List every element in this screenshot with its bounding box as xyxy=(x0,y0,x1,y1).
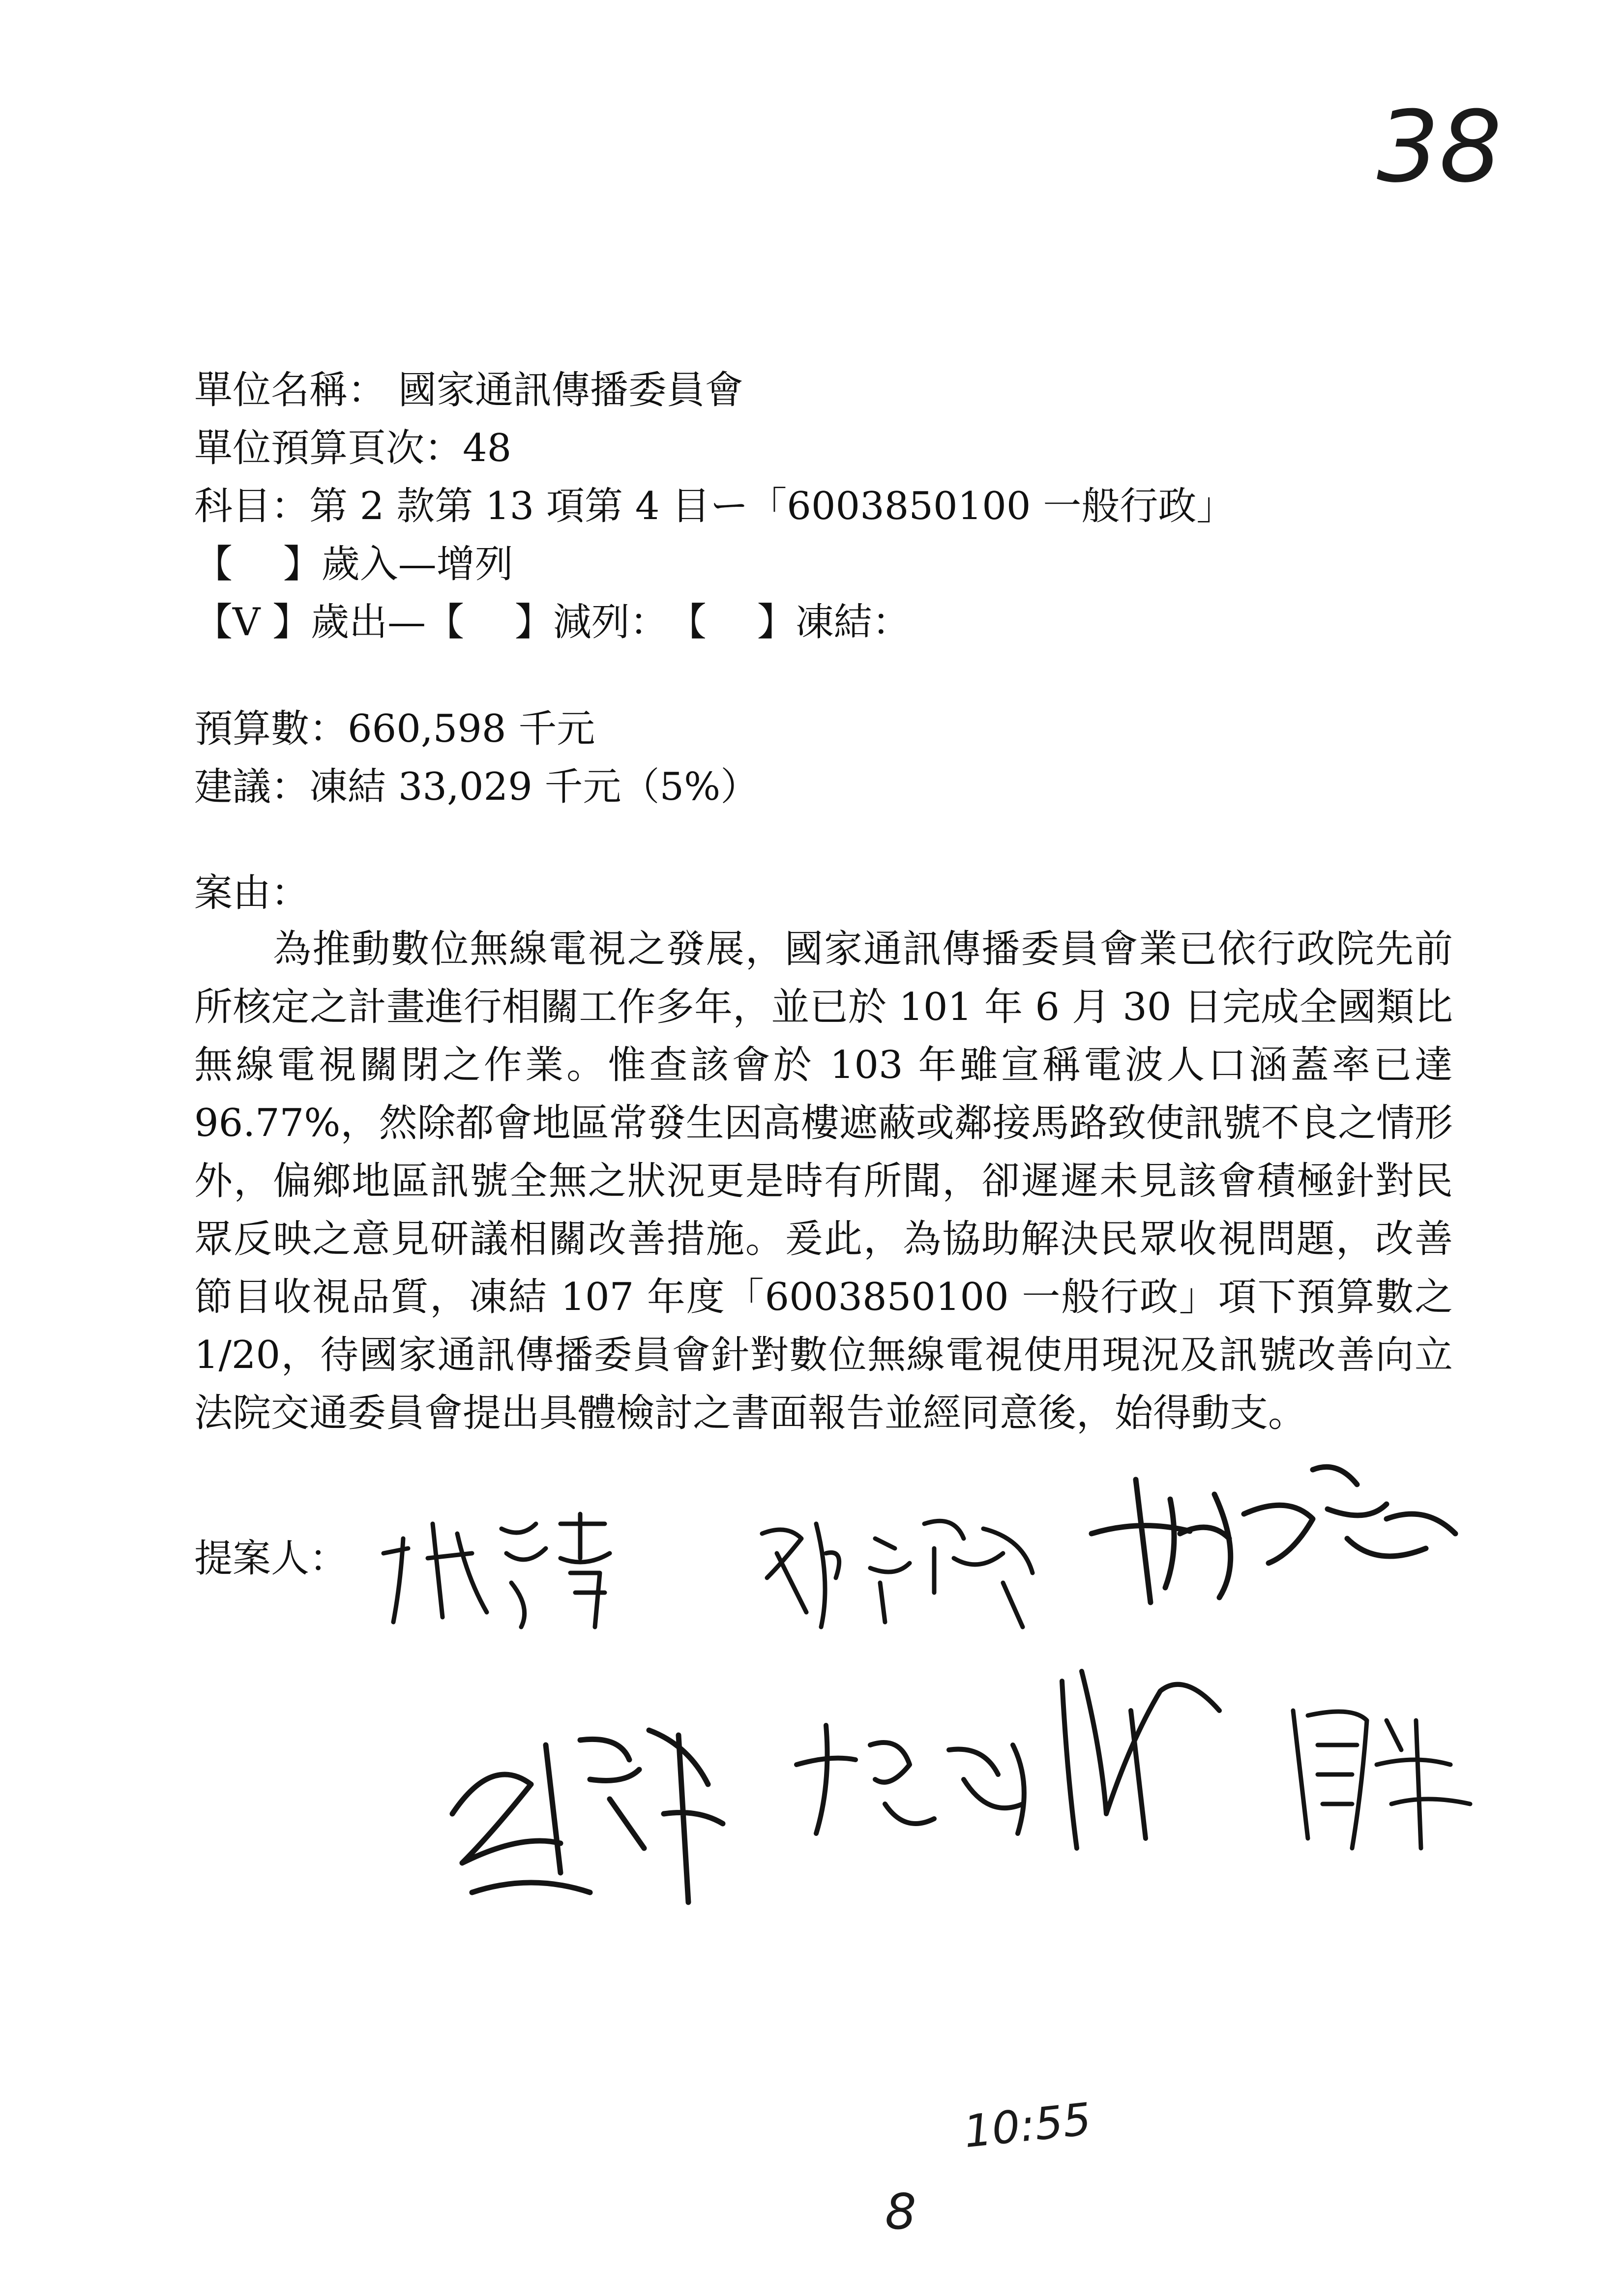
signature-1 xyxy=(374,1494,629,1642)
signature-7 xyxy=(1278,1691,1485,1858)
signature-6 xyxy=(1033,1652,1239,1858)
expenditure-line: 【V 】歲出—【 】減列： 【 】凍結： xyxy=(194,600,911,644)
budget-page: 單位預算頁次：48 xyxy=(194,426,512,470)
signature-5 xyxy=(787,1706,1052,1853)
proposer-label: 提案人： xyxy=(194,1537,348,1581)
handwritten-time-note: 10:55 xyxy=(961,2093,1094,2158)
unit-name: 單位名稱： 國家通訊傳播委員會 xyxy=(194,368,743,412)
signature-3 xyxy=(1082,1440,1465,1617)
case-label: 案由： xyxy=(194,871,310,915)
budget-amount: 預算數：660,598 千元 xyxy=(194,707,595,751)
signature-4 xyxy=(433,1686,738,1912)
budget-suggestion: 建議：凍結 33,029 千元（5%） xyxy=(194,765,759,809)
handwritten-footer-page: 8 xyxy=(885,2183,916,2240)
handwritten-page-number: 38 xyxy=(1377,90,1502,204)
subject-line: 科目：第 2 款第 13 項第 4 目ー「6003850100 一般行政」 xyxy=(194,484,1235,528)
signature-2 xyxy=(747,1494,1052,1652)
revenue-line: 【 】歲入—增列 xyxy=(194,542,513,586)
case-body: 為推動數位無線電視之發展，國家通訊傳播委員會業已依行政院先前所核定之計畫進行相關工作多年，並已於 101 年 6 月 30 日完成全國類比無線電視關閉之作業。惟查該會於 103 年雖宣稱電波人口涵蓋率已達 96.77%，然除都會地區常發生因高樓遮蔽或鄰接馬路致使訊號不良之情形外，偏鄉地區訊號全無之狀況更是時有所聞，卻遲遲未見該會積極針對民眾反映之意見研議相關改善措施。爰此，為協助解決民眾收視問題，改善節目收視品質，凍結 107 年度「6003850100 一般行政」項下預算數之 1/20，待國家通訊傳播委員會針對數位無線電視使用現況及訊號改善向立法院交通委員會提出具體檢討之書面報告並經同意後，始得動支。 xyxy=(194,927,1453,1435)
